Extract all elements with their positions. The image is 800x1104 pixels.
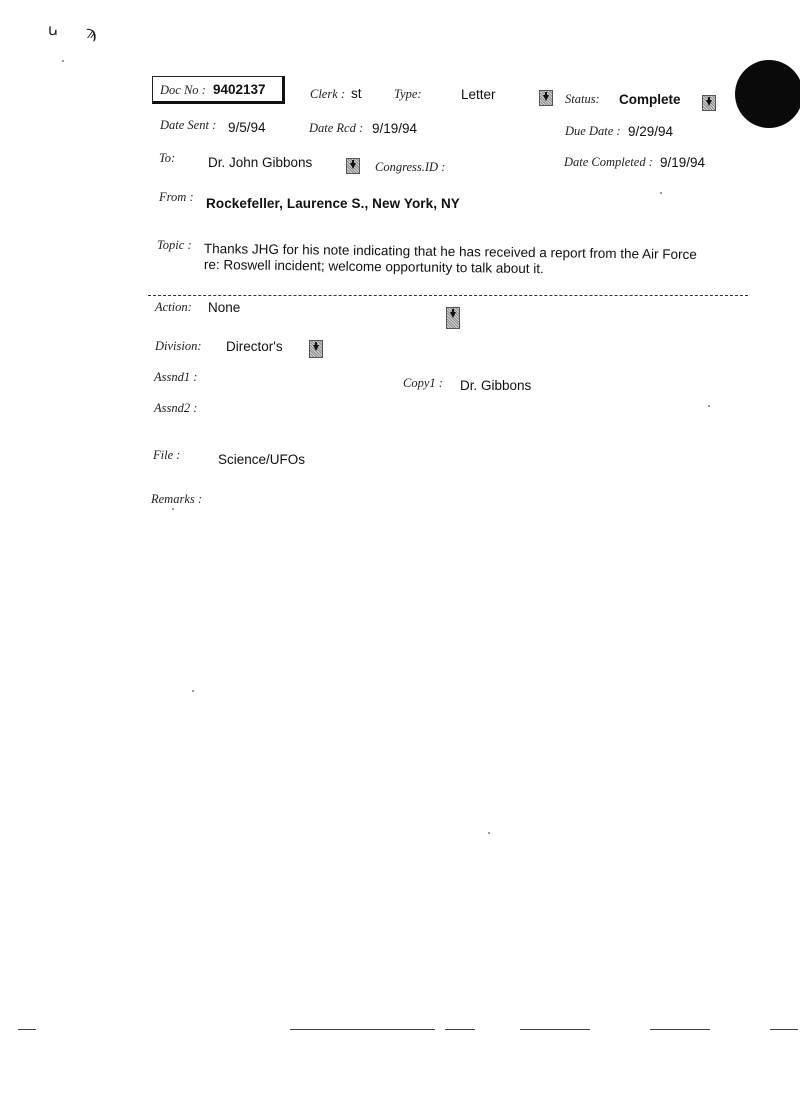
handwritten-mark: ꭎ xyxy=(48,20,58,39)
type-label: Type: xyxy=(394,87,422,101)
file-label: File : xyxy=(153,448,181,462)
scan-line xyxy=(290,1029,435,1030)
topic-label: Topic : xyxy=(157,238,192,252)
from-value: Rockefeller, Laurence S., New York, NY xyxy=(206,196,460,211)
action-value: None xyxy=(208,300,241,315)
scan-speck xyxy=(62,60,64,62)
date-sent-value: 9/5/94 xyxy=(228,120,266,135)
due-date-label: Due Date : xyxy=(565,124,621,138)
date-rcd-label: Date Rcd : xyxy=(309,121,364,135)
scan-speck xyxy=(488,832,490,834)
date-completed-value: 9/19/94 xyxy=(660,155,706,170)
status-value: Complete xyxy=(619,92,681,107)
status-dropdown-icon[interactable] xyxy=(702,95,716,111)
to-dropdown-icon[interactable] xyxy=(346,158,360,174)
date-rcd-value: 9/19/94 xyxy=(372,121,418,136)
assnd1-label: Assnd1 : xyxy=(154,370,198,384)
copy1-label: Copy1 : xyxy=(403,376,443,390)
doc-no-value: 9402137 xyxy=(213,82,266,97)
type-dropdown-icon[interactable] xyxy=(539,90,553,106)
scan-line xyxy=(18,1029,36,1030)
scan-speck xyxy=(660,192,662,194)
file-value: Science/UFOs xyxy=(218,452,306,467)
scan-speck xyxy=(708,405,710,407)
scan-blot xyxy=(735,60,800,128)
congress-id-label: Congress.ID : xyxy=(375,160,446,174)
division-dropdown-icon[interactable] xyxy=(309,340,323,358)
clerk-value: st xyxy=(351,86,362,101)
action-label: Action: xyxy=(155,300,192,314)
topic-line-2: re: Roswell incident; welcome opportunity to talk about it. xyxy=(203,257,544,277)
to-label: To: xyxy=(159,151,176,165)
action-dropdown-icon[interactable] xyxy=(446,307,460,329)
copy1-value: Dr. Gibbons xyxy=(460,378,532,393)
scan-line xyxy=(445,1029,475,1030)
remarks-label: Remarks : xyxy=(151,492,203,506)
scan-line xyxy=(520,1029,590,1030)
due-date-value: 9/29/94 xyxy=(628,124,674,139)
from-label: From : xyxy=(159,190,194,204)
date-completed-label: Date Completed : xyxy=(564,155,653,169)
scan-line xyxy=(770,1029,798,1030)
topic-line-1: Thanks JHG for his note indicating that he has received a report from the Air Force xyxy=(203,241,697,263)
scan-speck xyxy=(192,690,194,692)
status-label: Status: xyxy=(565,92,600,106)
scan-speck xyxy=(172,508,174,510)
date-sent-label: Date Sent : xyxy=(160,118,217,132)
doc-no-label: Doc No : xyxy=(160,83,206,97)
handwritten-mark: ϡ xyxy=(86,22,97,43)
scan-line xyxy=(650,1029,710,1030)
assnd2-label: Assnd2 : xyxy=(154,401,198,415)
section-divider xyxy=(148,295,748,296)
clerk-label: Clerk : xyxy=(310,87,346,101)
division-label: Division: xyxy=(155,339,202,353)
division-value: Director's xyxy=(226,339,283,354)
type-value: Letter xyxy=(461,87,496,102)
to-value: Dr. John Gibbons xyxy=(208,155,313,170)
